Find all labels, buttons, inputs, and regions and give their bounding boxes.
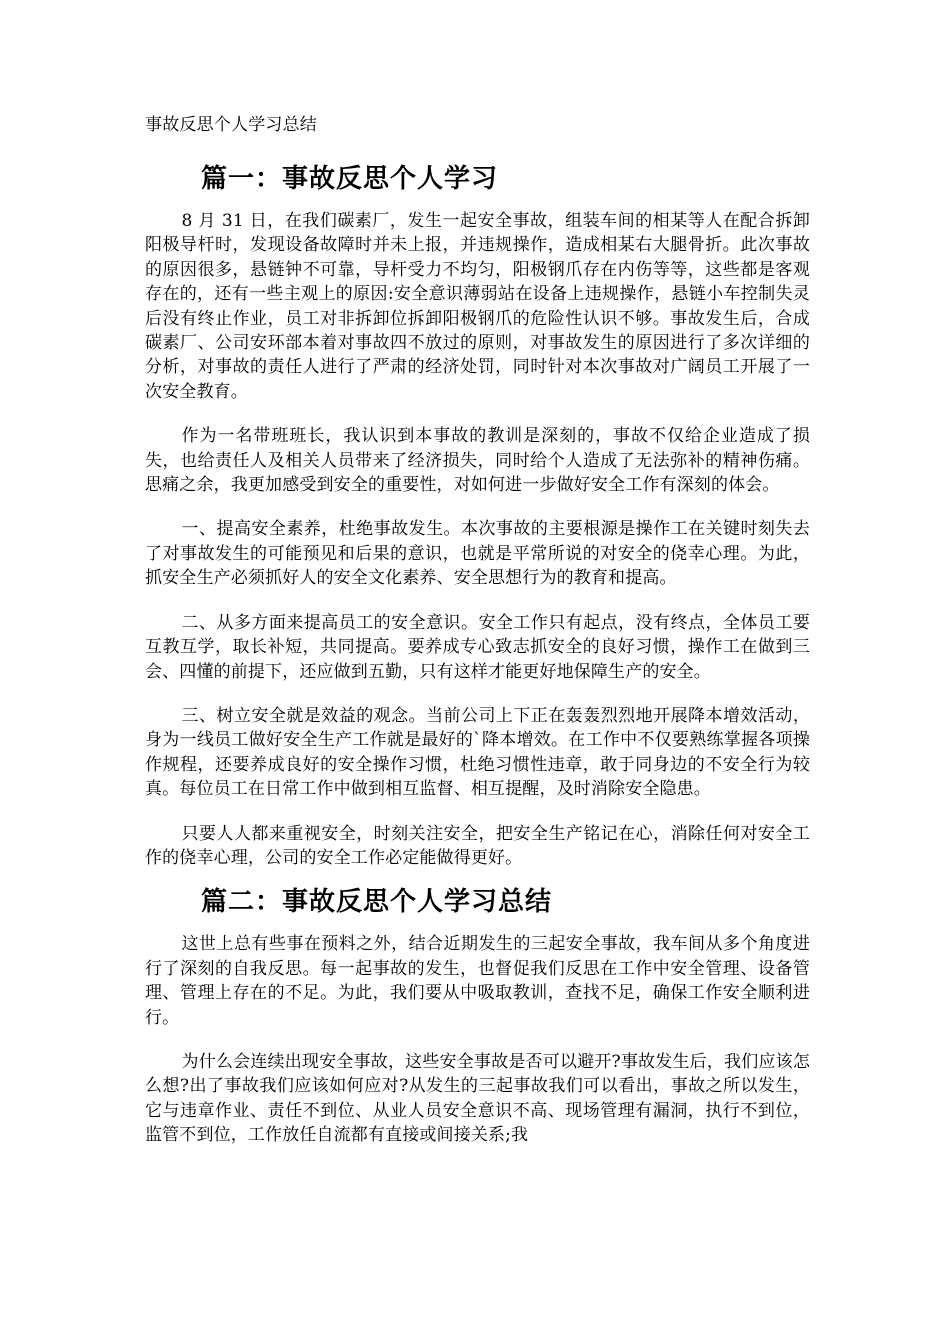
section-1-paragraph-5: 三、树立安全就是效益的观念。当前公司上下正在轰轰烈烈地开展降本增效活动，身为一线员工做好安全生产工作就是最好的`降本增效。在工作中不仅要熟练掌握各项操作规程，还要养成良好的安全操作习惯，杜绝习惯性违章，敢于同身边的不安全行为较真。每位员工在日常工作中做到相互监督、相互提醒，及时消除安全隐患。 [145, 705, 810, 800]
section-1-paragraph-4: 二、从多方面来提高员工的安全意识。安全工作只有起点，没有终点，全体员工要互教互学，取长补短，共同提高。要养成专心致志抓安全的良好习惯，操作工在做到三会、四懂的前提下，还应做到五勤，只有这样才能更好地保障生产的安全。 [145, 612, 810, 682]
section-2-paragraph-1: 这世上总有些事在预料之外，结合近期发生的三起安全事故，我车间从多个角度进行了深刻的自我反思。每一起事故的发生，也督促我们反思在工作中安全管理、设备管理、管理上存在的不足。为此，我们要从中吸取教训，查找不足，确保工作安全顺利进行。 [145, 934, 810, 1028]
section-2-heading: 篇二：事故反思个人学习总结 [201, 887, 553, 918]
section-1-paragraph-1: 8 月 31 日，在我们碳素厂，发生一起安全事故，组装车间的相某等人在配合拆卸阳极导杆时，发现设备故障时并未上报，并违规操作，造成相某右大腿骨折。此次事故的原因很多，悬链钟不可靠，导杆受力不均匀，阳极钢爪存在内伤等等，这些都是客观存在的，还有一些主观上的原因:安全意识薄弱站在设备上违规操作，悬链小车控制失灵后没有终止作业，员工对非拆卸位拆卸阳极钢爪的危险性认识不够。事故发生后，合成碳素厂、公司安环部本着对事故四不放过的原则，对事故发生的原因进行了多次详细的分析，对事故的责任人进行了严肃的经济处罚，同时针对本次事故对广阔员工开展了一次安全教育。 [145, 211, 810, 402]
section-1-paragraph-6: 只要人人都来重视安全，时刻关注安全，把安全生产铭记在心，消除任何对安全工作的侥幸心理，公司的安全工作必定能做得更好。 [145, 823, 810, 868]
section-1-heading: 篇一：事故反思个人学习 [201, 164, 499, 194]
document-title: 事故反思个人学习总结 [145, 115, 317, 135]
section-1-paragraph-3: 一、提高安全素养，杜绝事故发生。本次事故的主要根源是操作工在关键时刻失去了对事故发生的可能预见和后果的意识，也就是平常所说的对安全的侥幸心理。为此，抓安全生产必须抓好人的安全文化素养、安全思想行为的教育和提高。 [145, 519, 810, 589]
section-1 [145, 161, 810, 870]
section-1-paragraph-2: 作为一名带班班长，我认识到本事故的教训是深刻的，事故不仅给企业造成了损失，也给责任人及相关人员带来了经济损失，同时给个人造成了无法弥补的精神伤痛。思痛之余，我更加感受到安全的重要性，对如何进一步做好安全工作有深刻的体会。 [145, 426, 810, 496]
document-page [145, 113, 810, 1148]
section-2-paragraph-2: 为什么会连续出现安全事故，这些安全事故是否可以避开?事故发生后，我们应该怎么想?出了事故我们应该如何应对?从发生的三起事故我们可以看出，事故之所以发生，它与违章作业、责任不到位、从业人员安全意识不高、现场管理有漏洞，执行不到位，监管不到位，工作放任自流都有直接或间接关系;我 [145, 1051, 810, 1146]
section-2 [145, 884, 810, 1147]
